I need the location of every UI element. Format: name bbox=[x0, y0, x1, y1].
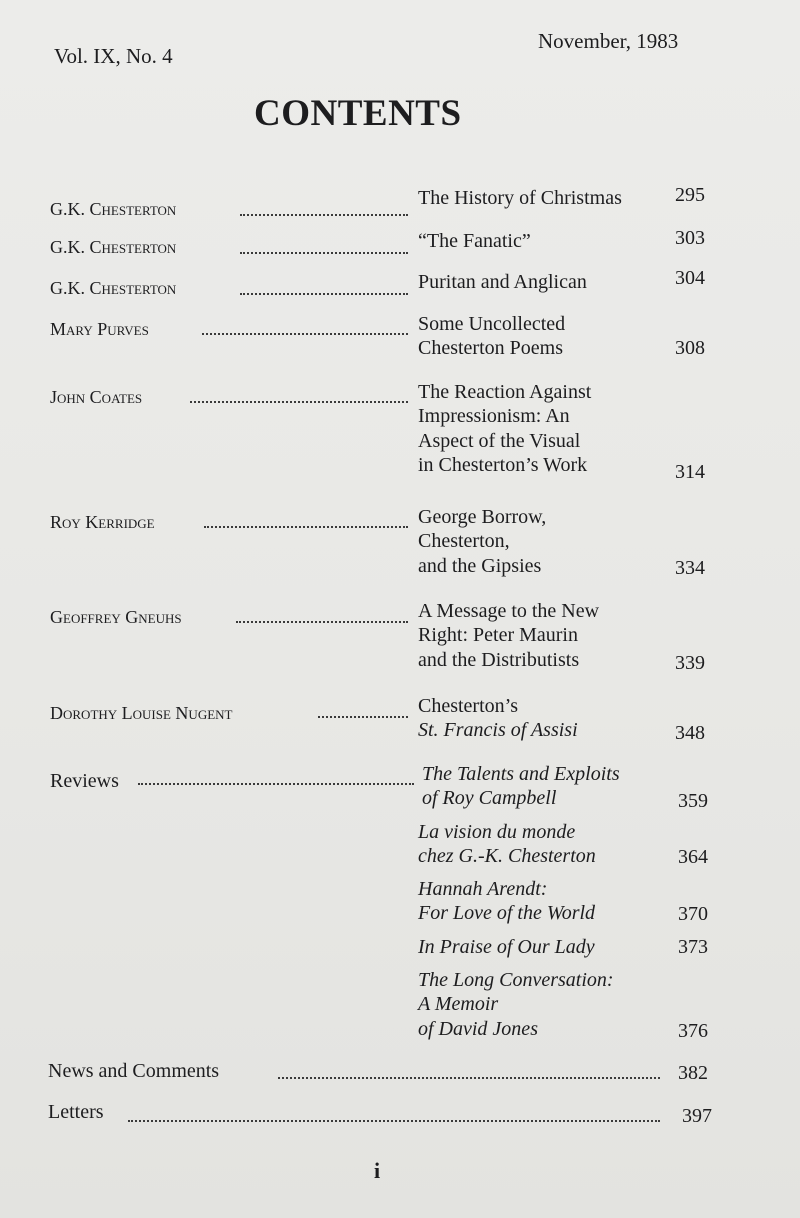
review-page: 364 bbox=[678, 846, 708, 868]
review-page: 373 bbox=[678, 936, 708, 958]
review-page: 370 bbox=[678, 903, 708, 925]
entry-title[interactable]: Some Uncollected Chesterton Poems bbox=[418, 313, 566, 360]
page-folio: i bbox=[374, 1158, 381, 1183]
entry-page: 314 bbox=[675, 461, 705, 483]
letters-page: 397 bbox=[682, 1105, 712, 1127]
review-page: 359 bbox=[678, 790, 708, 812]
dot-leader bbox=[138, 769, 414, 785]
page-title: CONTENTS bbox=[254, 93, 462, 134]
entry-author: Geoffrey Gneuhs bbox=[50, 607, 182, 627]
entry-title[interactable]: A Message to the New Right: Peter Maurin and the Distributists bbox=[418, 600, 600, 671]
dot-leader bbox=[240, 200, 408, 216]
entry-author: G.K. Chesterton bbox=[50, 237, 177, 257]
review-title[interactable]: In Praise of Our Lady bbox=[418, 936, 595, 958]
dot-leader bbox=[278, 1063, 660, 1079]
review-title[interactable]: The Long Conversation: A Memoir of David Jones bbox=[418, 969, 614, 1040]
entry-page: 295 bbox=[675, 184, 705, 206]
dot-leader bbox=[318, 702, 408, 718]
entry-title[interactable]: Chesterton’s St. Francis of Assisi bbox=[418, 695, 578, 742]
entry-title[interactable]: The History of Christmas bbox=[418, 187, 622, 209]
reviews-label: Reviews bbox=[50, 770, 119, 792]
entry-author: G.K. Chesterton bbox=[50, 199, 177, 219]
issue-date: November, 1983 bbox=[538, 29, 679, 53]
entry-page: 339 bbox=[675, 652, 705, 674]
dot-leader bbox=[128, 1106, 660, 1122]
review-page: 376 bbox=[678, 1020, 708, 1042]
review-title[interactable]: Hannah Arendt: For Love of the World bbox=[418, 878, 596, 925]
dot-leader bbox=[236, 607, 408, 623]
entry-page: 348 bbox=[675, 722, 705, 744]
dot-leader bbox=[202, 319, 408, 335]
dot-leader bbox=[240, 279, 408, 295]
entry-author: John Coates bbox=[50, 387, 143, 407]
review-title[interactable]: La vision du monde chez G.-K. Chesterton bbox=[418, 821, 596, 868]
news-label: News and Comments bbox=[48, 1060, 220, 1082]
entry-title[interactable]: George Borrow, Chesterton, and the Gipsies bbox=[418, 506, 547, 577]
news-page: 382 bbox=[678, 1062, 708, 1084]
entry-title[interactable]: “The Fanatic” bbox=[418, 230, 531, 252]
entry-page: 303 bbox=[675, 227, 705, 249]
entry-author: Mary Purves bbox=[50, 319, 149, 339]
entry-author: Dorothy Louise Nugent bbox=[50, 703, 233, 723]
entry-author: Roy Kerridge bbox=[50, 512, 155, 532]
entry-title[interactable]: Puritan and Anglican bbox=[418, 271, 587, 293]
letters-label: Letters bbox=[48, 1101, 104, 1123]
entry-page: 334 bbox=[675, 557, 705, 579]
entry-page: 304 bbox=[675, 267, 705, 289]
dot-leader bbox=[190, 387, 408, 403]
dot-leader bbox=[240, 238, 408, 254]
dot-leader bbox=[204, 512, 408, 528]
volume-number: Vol. IX, No. 4 bbox=[54, 44, 173, 68]
entry-title[interactable]: The Reaction Against Impressionism: An Aspect of the Visual in Chesterton’s Work bbox=[418, 381, 592, 477]
review-title[interactable]: The Talents and Exploits of Roy Campbell bbox=[422, 763, 620, 810]
entry-page: 308 bbox=[675, 337, 705, 359]
entry-author: G.K. Chesterton bbox=[50, 278, 177, 298]
